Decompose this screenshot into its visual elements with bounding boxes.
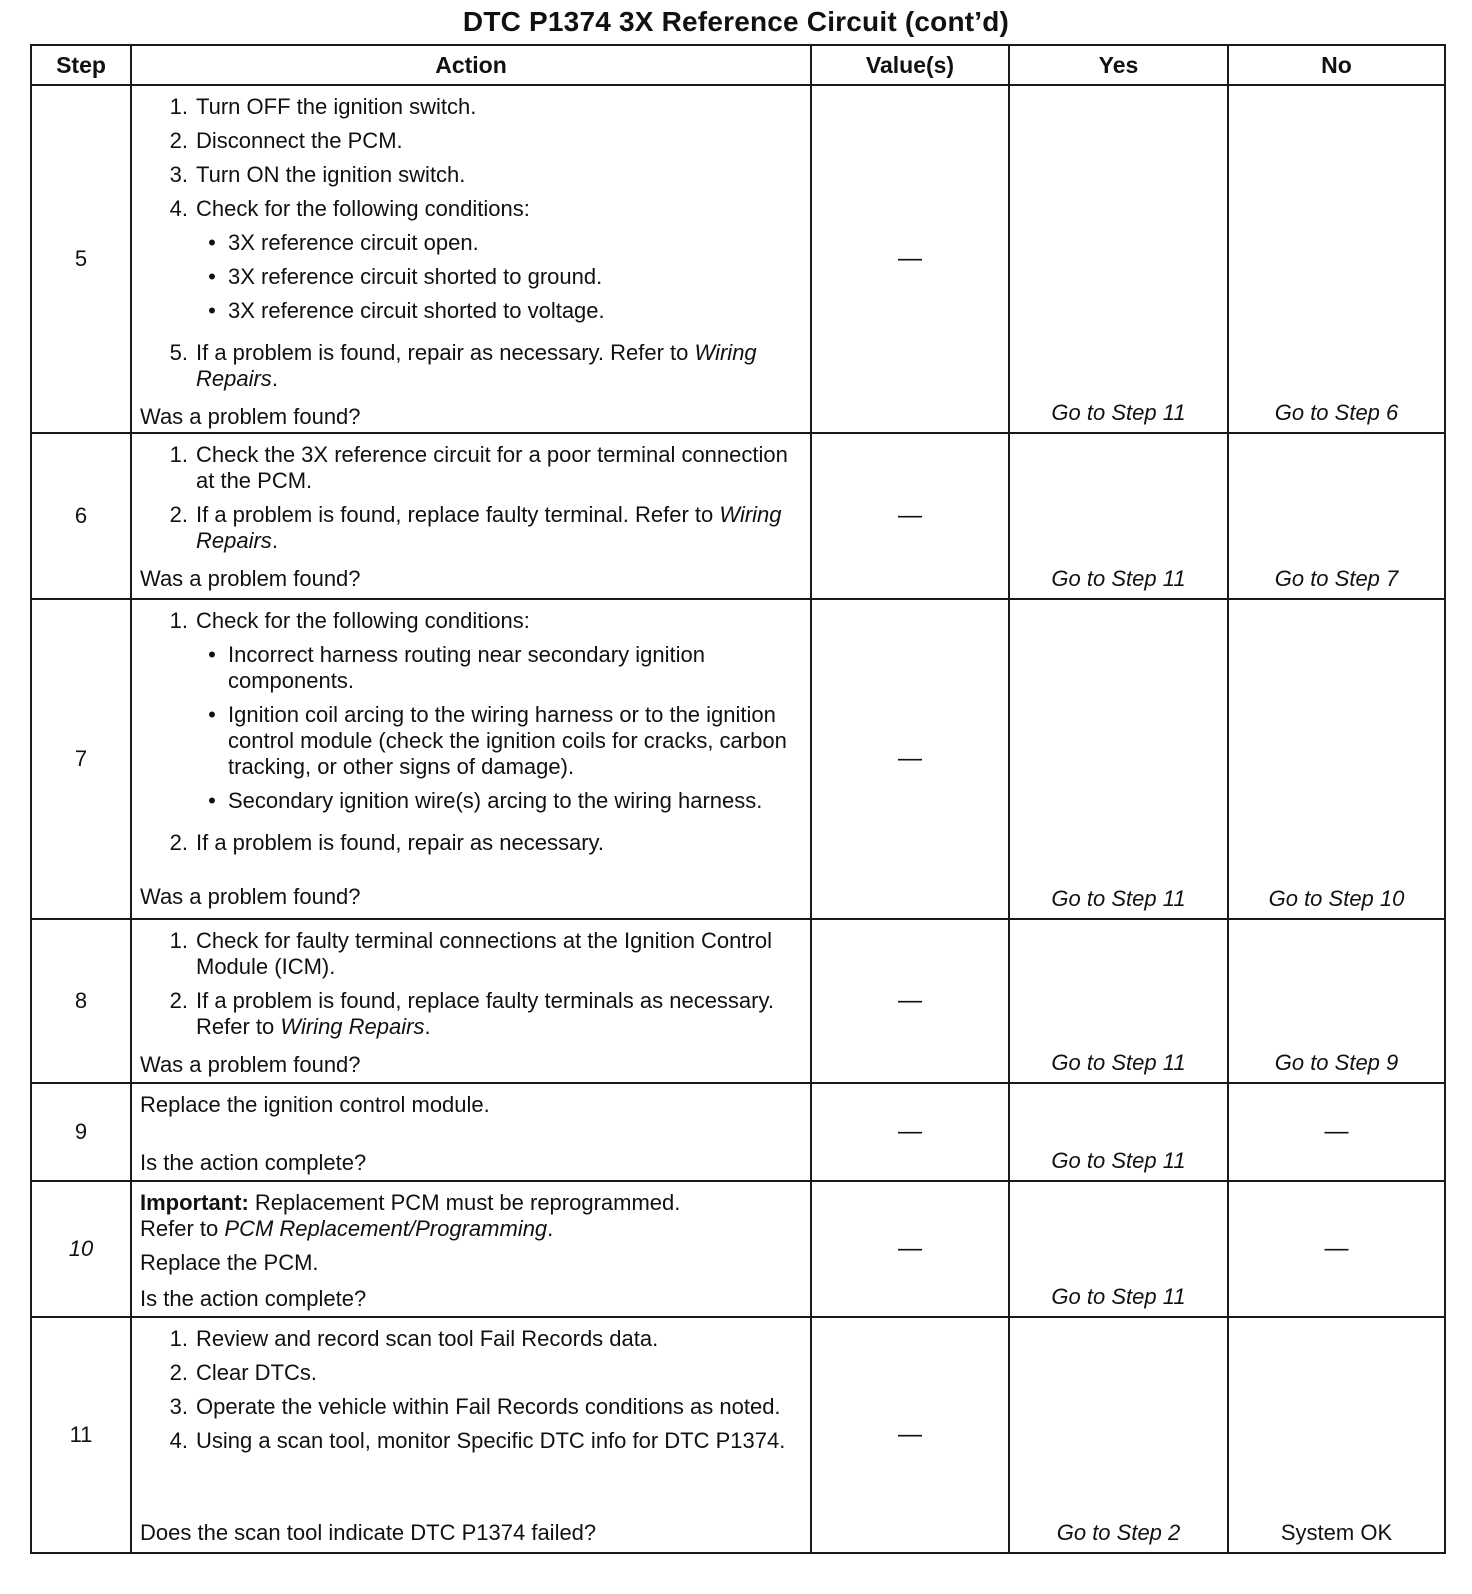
table-row-step-9 [31, 1083, 1445, 1181]
action-cell [131, 433, 811, 599]
step-number: 5 [31, 85, 131, 433]
yes-result: Go to Step 11 [1009, 599, 1228, 919]
list-item: 2. Clear DTCs. [169, 1360, 318, 1385]
bullet-item: • 3X reference circuit open. [208, 230, 479, 255]
important-label: Important: [140, 1190, 249, 1215]
bullet-item: • 3X reference circuit shorted to voltage. [208, 298, 605, 323]
page-title: DTC P1374 3X Reference Circuit (cont’d) [462, 6, 1010, 37]
list-item: 4. Using a scan tool, monitor Specific DTC info for DTC P1374. [169, 1428, 786, 1453]
no-result: Go to Step 9 [1228, 919, 1445, 1083]
action-text: Replace the ignition control module. [140, 1092, 490, 1117]
yes-result: Go to Step 11 [1009, 1083, 1228, 1181]
bullet-item: • Secondary ignition wire(s) arcing to the wiring harness. [208, 788, 763, 813]
header-values: Value(s) [811, 45, 1009, 85]
bullet-item: • Incorrect harness routing near secondary ignition components. [208, 642, 705, 693]
no-result: System OK [1228, 1317, 1445, 1553]
action-cell [131, 1083, 811, 1181]
list-item: 3. Turn ON the ignition switch. [169, 162, 466, 187]
list-item: 2. If a problem is found, replace faulty terminals as necessary. Refer to Wiring Repairs. [169, 988, 774, 1039]
no-result: Go to Step 6 [1228, 85, 1445, 433]
bullet-item: • 3X reference circuit shorted to ground. [208, 264, 603, 289]
action-cell [131, 599, 811, 919]
list-item: 1. Check the 3X reference circuit for a poor terminal connection at the PCM. [169, 442, 788, 493]
diagnostic-table [30, 44, 1446, 1554]
list-item: 1. Turn OFF the ignition switch. [169, 94, 477, 119]
no-result: Go to Step 10 [1228, 599, 1445, 919]
list-item: 4. Check for the following conditions: • 3X reference circuit open. • 3X reference circuit shorted to ground. • 3X reference circuit shorted to voltage. [140, 196, 802, 332]
list-item: 5. If a problem is found, repair as necessary. Refer to Wiring Repairs. [169, 340, 757, 391]
yes-result: Go to Step 2 [1009, 1317, 1228, 1553]
header-yes: Yes [1009, 45, 1228, 85]
list-item: 1. Review and record scan tool Fail Records data. [169, 1326, 659, 1351]
list-item: 1. Check for the following conditions: • Incorrect harness routing near secondary ignition components. • Ignition coil arcing to the wiring harness or to the ignition control module (check the ignition coils for cracks, carbon tracking, or other signs of damage). • Secondary ignition wire(s) arcing to the wiring harness. [140, 608, 802, 822]
step-number: 11 [31, 1317, 131, 1553]
action-cell [131, 1181, 811, 1317]
value-cell: — [811, 1181, 1009, 1317]
value-cell: — [811, 1083, 1009, 1181]
header-action: Action [131, 45, 811, 85]
wiring-repairs-ref: Wiring Repairs [196, 340, 757, 391]
action-cell [131, 919, 811, 1083]
action-text: Replace the PCM. [140, 1250, 319, 1275]
question-text: Was a problem found? [140, 1052, 361, 1077]
value-cell: — [811, 599, 1009, 919]
step-number: 10 [31, 1181, 131, 1317]
yes-result: Go to Step 11 [1009, 1181, 1228, 1317]
no-result: Go to Step 7 [1228, 433, 1445, 599]
value-cell: — [811, 1317, 1009, 1553]
question-text: Was a problem found? [140, 884, 361, 909]
list-item: 2. If a problem is found, replace faulty terminal. Refer to Wiring Repairs. [169, 502, 782, 553]
important-note: Important: Replacement PCM must be reprogrammed. Refer to PCM Replacement/Programming. [140, 1190, 681, 1241]
no-result: — [1228, 1083, 1445, 1181]
question-text: Was a problem found? [140, 404, 361, 429]
table-row-step-8 [31, 919, 1445, 1083]
step-number: 8 [31, 919, 131, 1083]
list-item: 2. If a problem is found, repair as necessary. [169, 830, 605, 855]
step-number: 9 [31, 1083, 131, 1181]
list-item: 2. Disconnect the PCM. [169, 128, 403, 153]
table-row-step-11 [31, 1317, 1445, 1553]
yes-result: Go to Step 11 [1009, 433, 1228, 599]
yes-result: Go to Step 11 [1009, 919, 1228, 1083]
step-number: 7 [31, 599, 131, 919]
action-cell [131, 85, 811, 433]
no-result: — [1228, 1181, 1445, 1317]
table-row-step-5 [31, 85, 1445, 433]
step-number: 6 [31, 433, 131, 599]
table-row-step-6 [31, 433, 1445, 599]
action-cell [131, 1317, 811, 1553]
value-cell: — [811, 433, 1009, 599]
bullet-item: • Ignition coil arcing to the wiring harness or to the ignition control module (check the ignition coils for cracks, carbon tracking, or other signs of damage). [208, 702, 787, 779]
question-text: Is the action complete? [140, 1286, 367, 1311]
value-cell: — [811, 85, 1009, 433]
question-text: Was a problem found? [140, 566, 361, 591]
wiring-repairs-ref: Wiring Repairs [196, 502, 782, 553]
table-header-row [31, 45, 1445, 85]
question-text: Does the scan tool indicate DTC P1374 failed? [140, 1520, 597, 1545]
question-text: Is the action complete? [140, 1150, 367, 1175]
table-row-step-7 [31, 599, 1445, 919]
pcm-programming-ref: PCM Replacement/Programming [224, 1216, 548, 1241]
table-row-step-10 [31, 1181, 1445, 1317]
value-cell: — [811, 919, 1009, 1083]
header-no: No [1228, 45, 1445, 85]
header-step: Step [31, 45, 131, 85]
list-item: 1. Check for faulty terminal connections at the Ignition Control Module (ICM). [169, 928, 772, 979]
yes-result: Go to Step 11 [1009, 85, 1228, 433]
wiring-repairs-ref: Wiring Repairs [280, 1014, 425, 1039]
list-item: 3. Operate the vehicle within Fail Records conditions as noted. [169, 1394, 781, 1419]
